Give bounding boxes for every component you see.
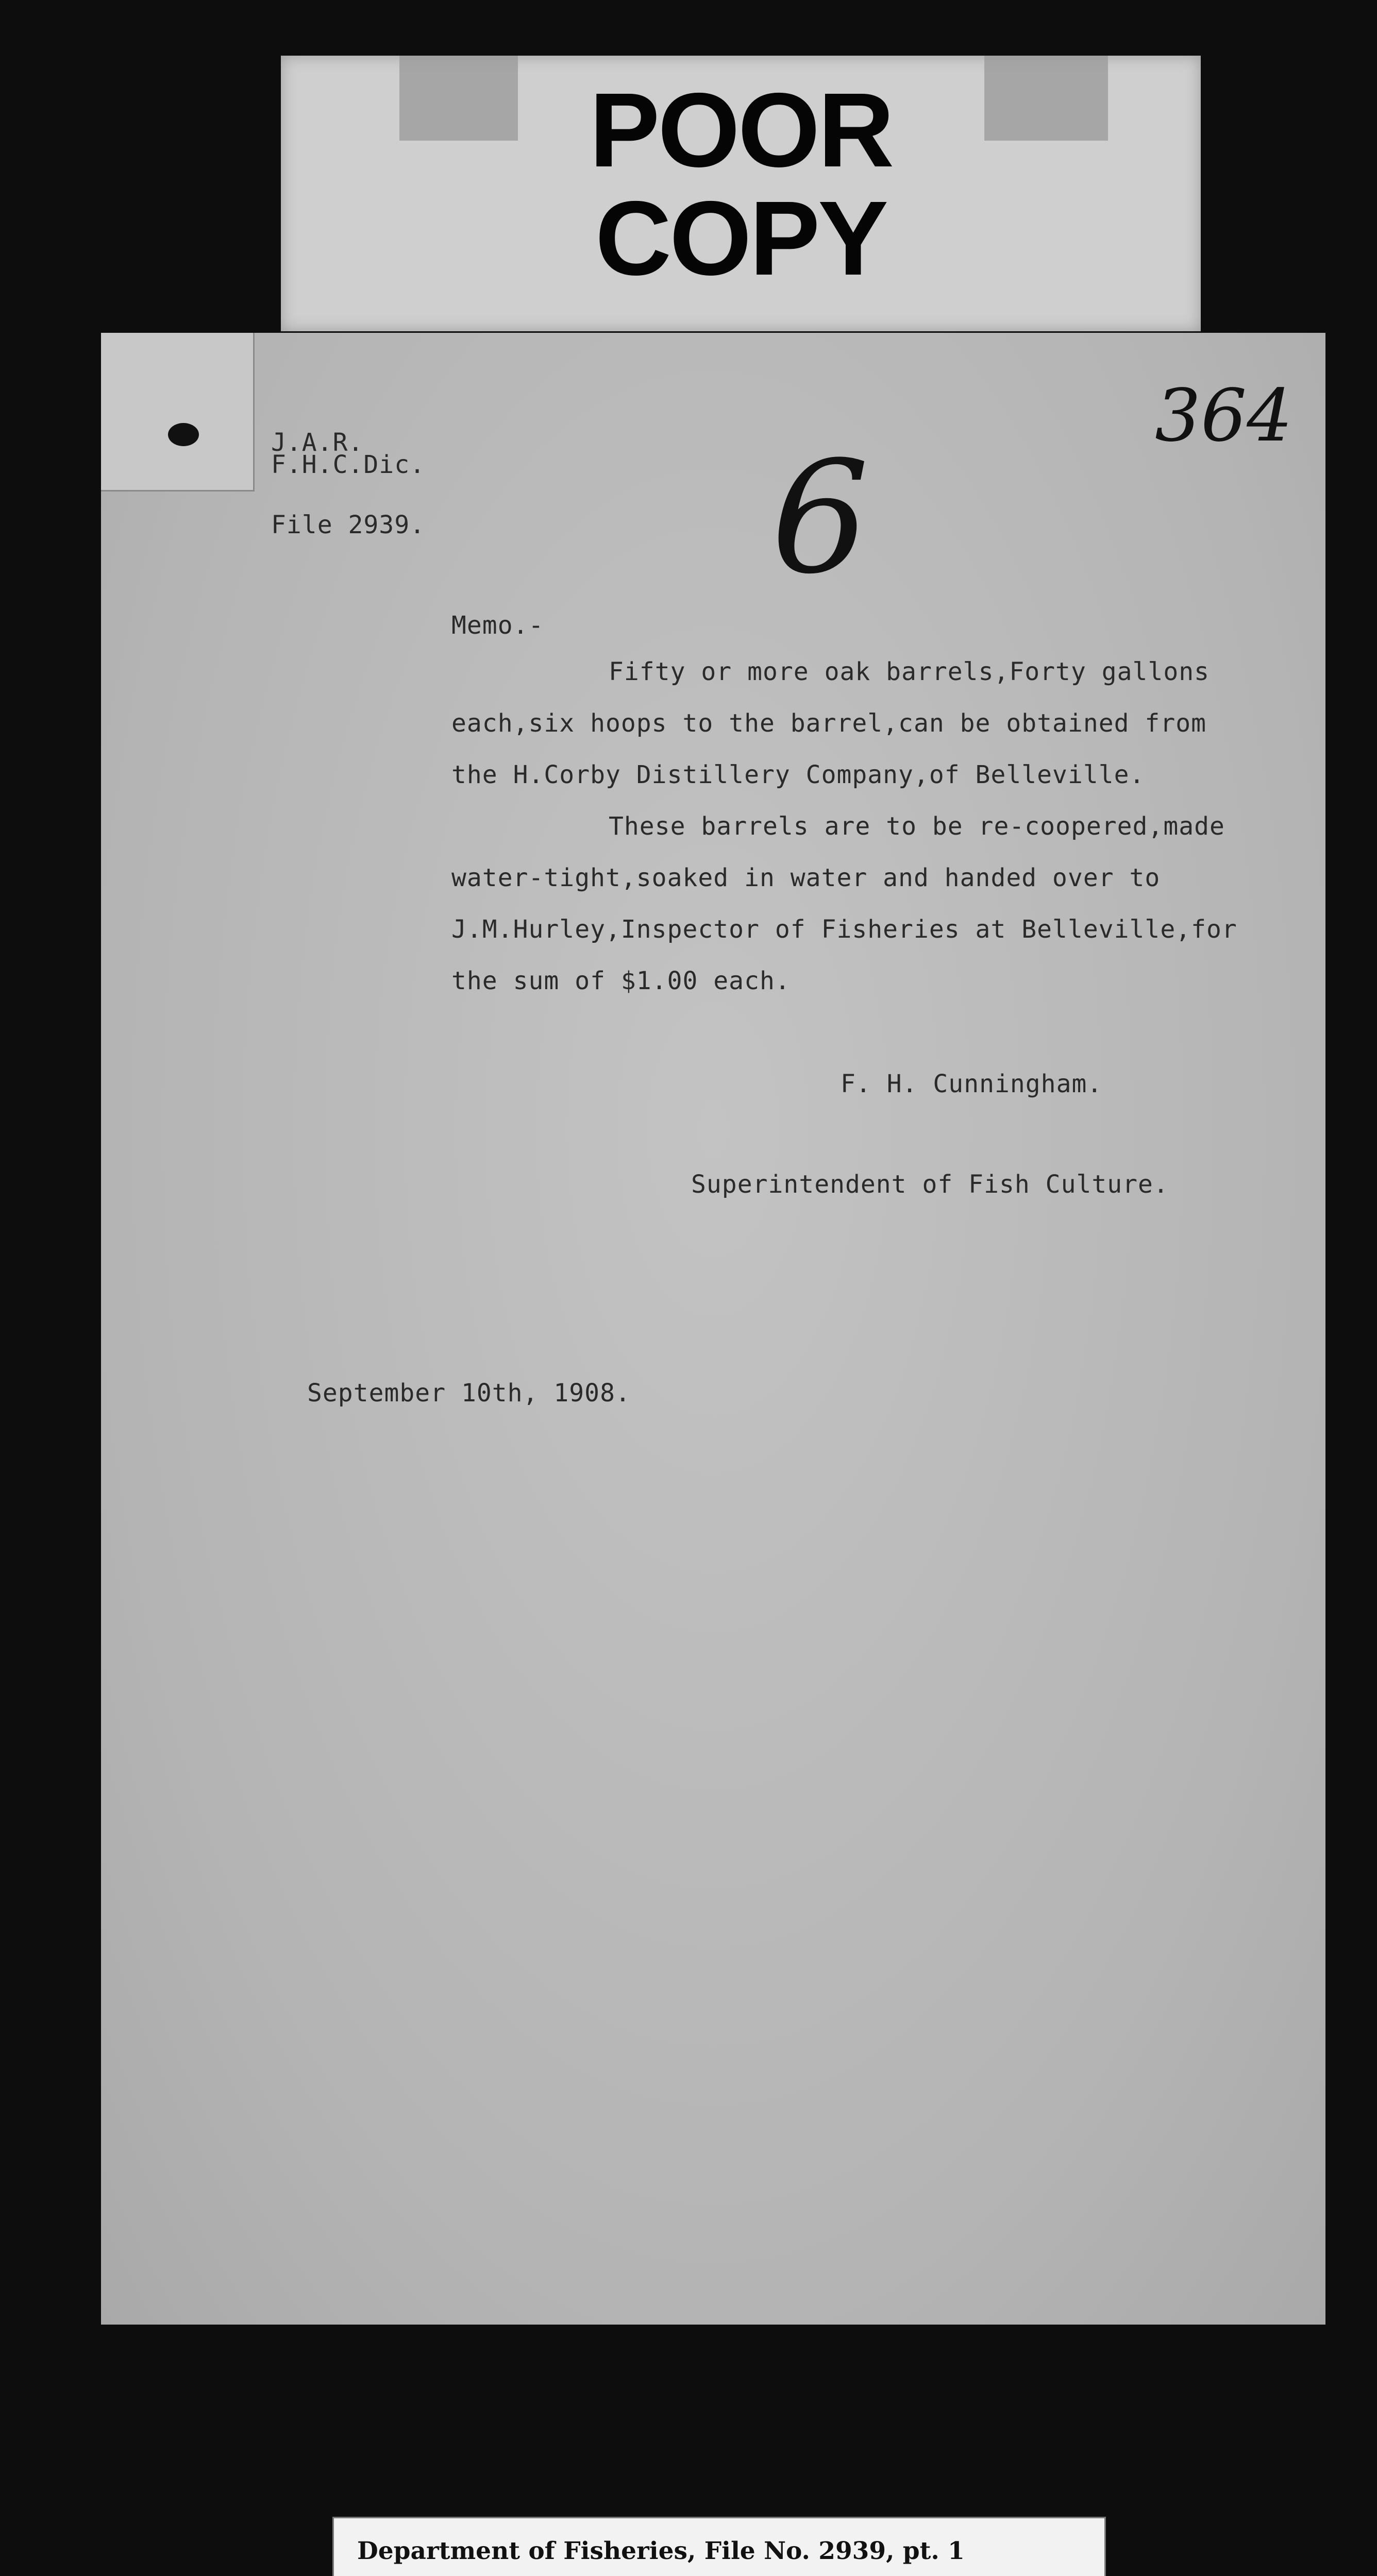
signature-name: F. H. Cunningham. bbox=[841, 1070, 1103, 1098]
page-number-handwritten: 364 bbox=[1155, 374, 1293, 458]
punch-hole bbox=[168, 423, 199, 446]
poor-copy-line-1: POOR bbox=[589, 71, 893, 189]
file-reference-label bbox=[332, 2517, 1106, 2576]
file-reference-text: Department of Fisheries, File No. 2939, pt. 1 bbox=[357, 2537, 965, 2565]
corner-fold bbox=[101, 333, 255, 492]
memo-salutation: Memo.- bbox=[451, 611, 544, 640]
handwritten-mark: 6 bbox=[771, 428, 869, 608]
initials-line-1: J.A.R. bbox=[271, 428, 364, 457]
poor-copy-line-2: COPY bbox=[595, 179, 886, 297]
memo-body-line: the H.Corby Distillery Company,of Belleville. bbox=[451, 760, 1145, 789]
memo-body-line: each,six hoops to the barrel,can be obtained from bbox=[451, 709, 1207, 738]
memo-body-line: Fifty or more oak barrels,Forty gallons bbox=[609, 657, 1210, 686]
memo-body-line: These barrels are to be re-coopered,made bbox=[609, 812, 1225, 841]
signature-title: Superintendent of Fish Culture. bbox=[691, 1170, 1169, 1199]
memo-date: September 10th, 1908. bbox=[307, 1379, 631, 1408]
memo-body-line: J.M.Hurley,Inspector of Fisheries at Belleville,for bbox=[451, 915, 1237, 944]
memo-document bbox=[101, 333, 1325, 2325]
memo-body-line: the sum of $1.00 each. bbox=[451, 967, 791, 995]
memo-body-line: water-tight,soaked in water and handed over to bbox=[451, 863, 1161, 892]
file-number: File 2939. bbox=[271, 511, 425, 539]
poor-copy-stamp bbox=[281, 56, 1201, 331]
initials-line-2: F.H.C.Dic. bbox=[271, 450, 425, 479]
poor-copy-text bbox=[281, 71, 1201, 297]
